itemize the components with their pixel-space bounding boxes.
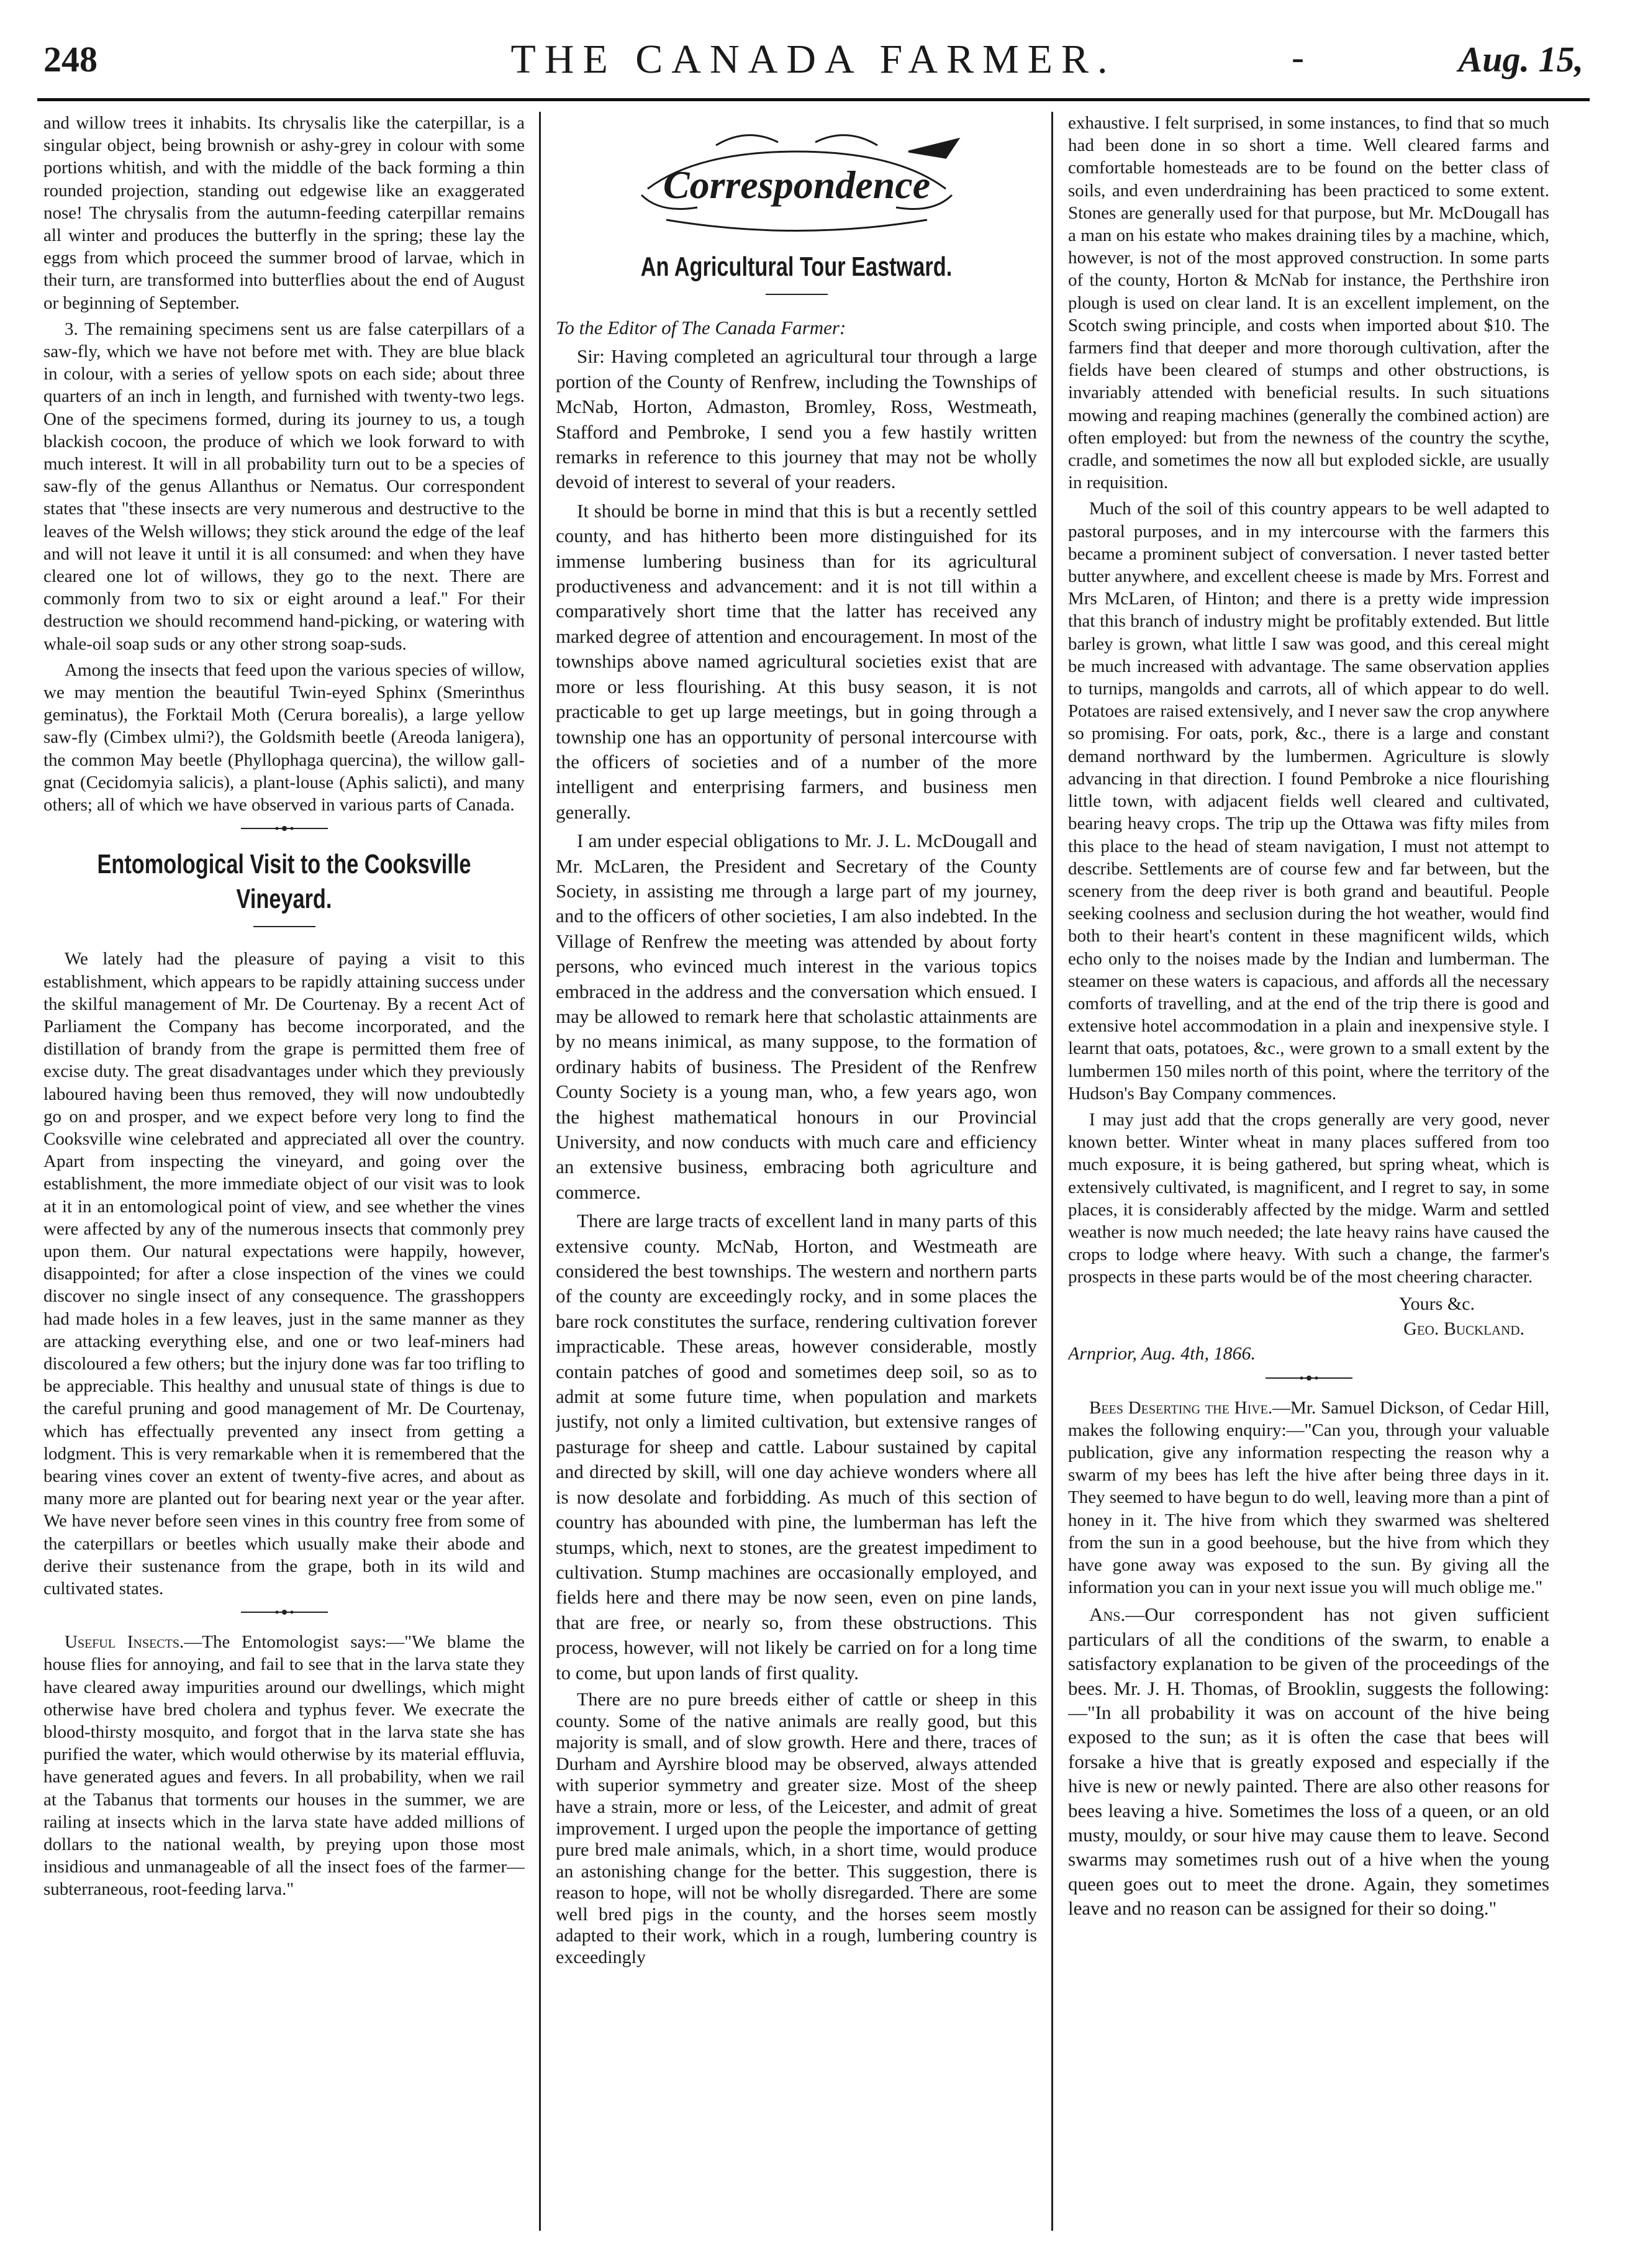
article-title-tour: An Agricultural Tour Eastward. <box>640 252 953 282</box>
title-rule <box>43 923 525 940</box>
paragraph: Much of the soil of this country appears to be well adapted to pastoral purposes, and in my intercourse with the farmers this became a prominent subject of conversation. I never tasted better butter anywhere, and excellent cheese is made by Mrs. Forrest and Mrs McLaren, of Hinton; and there is a pretty wide impression that this branch of industry might be profitably extended. But little barley is grown, what little I saw was good, and this cereal might be much increased with advantage. The same observation applies to turnips, mangolds and carrots, all of which appear to do well. Potatoes are raised extensively, and I never saw the crop anywhere so promising. For oats, pork, &c., there is a large and constant demand northward by the lumbermen. Agriculture is slowly advancing in that direction. I found Pembroke a nice flourishing little town, with adjacent fields well cleared and cultivated, bearing heavy crops. The trip up the Ottawa was fifty miles from this place to the head of steam navigation, I must not attempt to describe. Settlements are of course few and far between, but the scenery from the deep river is both grand and beautiful. People seeking coolness and seclusion during the hot weather, would find both to their heart's content in these magnificent wilds, which echo only to the noises made by the Indian and lumberman. The steamer on these waters is capacious, and affords all the necessary comforts of travelling, and at the end of the trip there is good and extensive hotel accommodation in a plain and inexpensive style. I learnt that oats, potatoes, &c., were grown to a small extent by the lumbermen 150 miles north of this point, where the territory of the Hudson's Bay Company commences. <box>1068 499 1549 1104</box>
paragraph-lead: Ans. <box>1089 1603 1126 1626</box>
paragraph-lead: Bees Deserting the Hive. <box>1089 1397 1273 1418</box>
paragraph-body: —Mr. Samuel Dickson, of Cedar Hill, makes the following enquiry:—"Can you, through your valuable publication, give any information respecting the reason why a swarm of my bees has left the hive after being three days in it. They seemed to have begun to do well, leaving more than a pint of honey in it. The hive from which they swarmed was sheltered from the sun in a good beehouse, but the hive from which they have gone away was exposed to the sun. By giving all the information you can in your next issue you will much oblige me." <box>1068 1397 1549 1598</box>
paragraph: and willow trees it inhabits. Its chrysalis like the caterpillar, is a singular object, being brownish or ashy-grey in colour with some portions whitish, and with the middle of the back forming a thin rounded projection, standing out edgewise like an exaggerated nose! The chrysalis from the autumn-feeding caterpillar remains all winter and produces the butterfly in the spring; these lay the eggs from which proceed the summer brood of larvae, which in their turn, are transformed into butterflies about the end of August or beginning of September. <box>43 113 525 313</box>
article-title-vineyard: Entomological Visit to the Cooksville Vineyard. <box>97 849 471 915</box>
column-divider <box>1051 112 1053 2231</box>
salutation: To the Editor of The Canada Farmer: <box>556 317 846 338</box>
useful-insects-paragraph <box>43 1631 525 1900</box>
column-2 <box>556 112 1037 2231</box>
section-ornament <box>43 1606 525 1623</box>
issue-date: Aug. 15, <box>1458 39 1583 79</box>
paragraph: Sir: Having completed an agricultural tour through a large portion of the County of Renfrew, including the Townships of McNab, Horton, Admaston, Bromley, Ross, Westmeath, Stafford and Pembroke, I send you a few hastily written remarks in reference to this journey that may not be wholly devoid of interest to several of your readers. <box>556 345 1037 493</box>
paragraph-body: —Our correspondent has not given sufficient particulars of all the conditions of the swarm, to enable a satisfactory explanation to be given of the proceedings of the bees. Mr. J. H. Thomas, of Brooklin, suggests the following:—"In all probability it was on account of the hive being exposed to the sun; as it is often the case that bees will forsake a hive that is greatly exposed and especially if the hive is new or newly painted. There are also other reasons for bees leaving a hive. Sometimes the loss of a queen, or an old musty, mouldy, or sour hive may cause them to leave. Second swarms may sometimes rush out of a hive when the young queen goes out to meet the drone. Again, they sometimes leave and no reason can be assigned for their so doing." <box>1068 1603 1549 1920</box>
newspaper-title: THE CANADA FARMER. <box>510 37 1116 82</box>
paragraph: We lately had the pleasure of paying a visit to this establishment, which appears to be rapidly attaining success under the skilful management of Mr. De Courtenay. By a recent Act of Parliament the Company has become incorporated, and the distillation of brandy from the grape is permitted them free of excise duty. The great disadvantages under which they previously laboured having been thus removed, they will now undoubtedly go on and prosper, and we expect before very long to find the Cooksville wine celebrated and appreciated all over the country. Apart from inspecting the vineyard, and going over the establishment, the more immediate object of our visit was to look at it in an entomological point of view, and see whether the vines were affected by any of the numerous insects that commonly prey upon them. Our natural expectations were happily, however, disappointed; for after a close inspection of the vines we could discover no single insect of any consequence. The grasshoppers had made holes in a few leaves, just in the same manner as they are attacking everything else, and one or two leaf-miners had discoloured a few others; but the injury done was far too trifling to be appreciable. This healthy and unusual state of things is due to the careful pruning and good management of Mr. De Courtenay, which has effectually prevented any insect from getting a lodgment. This is very remarkable when it is remembered that the bearing vines cover an extent of twenty-five acres, and about as many more are planted out for bearing next year or the year after. We have never before seen vines in this country free from some of the caterpillars or beetles which usually make their abode and derive their sustenance from the grape, both in its wild and cultivated states. <box>43 949 525 1599</box>
paragraph: exhaustive. I felt surprised, in some instances, to find that so much had been done in so short a time. Well cleared farms and comfortable homesteads are to be found on the better class of soils, and even underdraining has been practiced to some extent. Stones are generally used for that purpose, but Mr. McDougall has a man on his estate who makes draining tiles by a machine, which, however, is not of the most approved construction. In some parts of the county, Horton & McNab for instance, the Perthshire iron plough is used on clear land. It is an excellent implement, on the Scotch swing principle, and costs when imported about $10. The farmers find that deeper and more thorough cultivation, after the fields have been cleared of stumps and other obstructions, is invariably attended with beneficial results. In such situations mowing and reaping machines (generally the combined action) are often employed: but from the newness of the country the scythe, cradle, and sometimes the now all but exploded sickle, are usually in requisition. <box>1068 113 1549 493</box>
section-ornament <box>1068 1372 1549 1389</box>
closing: Yours &c. <box>1399 1293 1475 1314</box>
correspondence-banner <box>623 114 971 245</box>
banner-text: Correspondence <box>663 163 930 207</box>
paragraph: There are no pure breeds either of cattle or sheep in this county. Some of the native animals are really good, but this majority is small, and of slow growth. Here and there, traces of Durham and Ayrshire blood may be observed, always attended with superior symmetry and greater size. Most of the sheep have a strain, more or less, of the Leicester, and admit of great improvement. I urged upon the people the importance of getting pure bred male animals, which, in a short time, would produce an astonishing change for the better. This suggestion, there is reason to hope, will not be wholly disregarded. There are some well bred pigs in the county, and the horses seem mostly adapted to their work, which in a rough, lumbering country is exceedingly <box>556 1689 1037 1968</box>
paragraph: 3. The remaining specimens sent us are false caterpillars of a saw-fly, which we have not before met with. They are blue black in colour, with a series of yellow spots on each side; about three quarters of an inch in length, and furnished with twenty-two legs. One of the specimens formed, during its journey to us, a tough blackish cocoon, the produce of which we look forward to with much interest. It will in all probability turn out to be a species of saw-fly of the genus Allanthus or Nematus. Our correspondent states that "these insects are very numerous and destructive to the leaves of the Welsh willows; they stick around the edge of the leaf and will not leave it until it is all consumed: and when they have cleared one lot of willows, they go to the next. There are commonly from two to six or eight around a leaf." For their destruction we should recommend hand-picking, or watering with whale-oil soap suds or any other strong soap-suds. <box>43 319 525 654</box>
masthead <box>37 25 1590 99</box>
paragraph: I am under especial obligations to Mr. J. L. McDougall and Mr. McLaren, the President and Secretary of the County Society, in assisting me through a large part of my journey, and to the officers of other societies, I am also indebted. In the Village of Renfrew the meeting was attended by about forty persons, who evinced much interest in the various topics embraced in the address and the conversation which ensued. I may be allowed to remark here that scholastic attainments are by no means inimical, as many suppose, to the formation of ordinary habits of business. The President of the Renfrew County Society is a young man, who, a few years ago, won the highest mathematical honours in our Provincial University, and now conducts with much care and efficiency an extensive business, embracing both agriculture and commerce. <box>556 830 1037 1203</box>
column-divider <box>539 112 541 2231</box>
paragraph: There are large tracts of excellent land in many parts of this extensive county. McNab, Horton, and Westmeath are considered the best townships. The western and northern parts of the county are exceedingly rocky, and in some places the bare rock constitutes the surface, rendering cultivation forever impracticable. These areas, however considerable, mostly contain patches of good and sometimes deep soil, so as to admit at some future time, when population and markets justify, not only a limited cultivation, but extensive ranges of pasturage for sheep and cattle. Labour sustained by capital and directed by skill, will one day achieve wonders where all is now desolate and forbidding. As much of this section of country has abounded with pine, the lumberman has left the stumps, which, next to stones, are the greatest impediment to cultivation. Stump machines are occasionally employed, and fields here and there may be now seen, even on pine lands, that are free, or nearly so, from these obstructions. This process, however, will not likely be carried on for a long time to come, but upon lands of first quality. <box>556 1210 1037 1684</box>
header-rule <box>37 98 1590 101</box>
title-rule <box>556 291 1037 308</box>
column-3 <box>1068 112 1549 2231</box>
paragraph-body: —The Entomologist says:—"We blame the house flies for annoying, and fail to see that in the larva state they have cleared away impurities around our dwellings, which might otherwise have bred cholera and typhus fever. We execrate the blood-thirsty mosquito, and forgot that in the larva state she has purified the water, which would otherwise by its material effluvia, have generated agues and fevers. In all probability, when we rail at the Tabanus that torments our houses in the summer, we are railing at insects which in the larva state have added millions of dollars to the national wealth, by preying upon those most insidious and unmanageable of all the insect foes of the farmer—subterraneous, root-feeding larva." <box>43 1632 525 1900</box>
paragraph: I may just add that the crops generally are very good, never known better. Winter wheat in many places suffered from too much exposure, it is being gathered, but spring wheat, which is extensively cultivated, is magnificent, and I regret to say, in some places, it is considerably affected by the midge. Warm and settled weather is now much needed; the late heavy rains have caused the crops to lodge where heavy. With such a change, the farmer's prospects in these parts would be of the most cheering character. <box>1068 1109 1549 1287</box>
paragraph: It should be borne in mind that this is but a recently settled county, and has hitherto been more distinguished for its immense lumbering business than for its agricultural productiveness and advancement: and it is not till within a comparatively short time that the latter has received any marked degree of attention and encouragement. In most of the townships above named agricultural societies exist that are more or less flourishing. At this busy season, it is not practicable to get up large meetings, but in going through a township one has an opportunity of personal intercourse with the officers of societies and of a number of the more intelligent and enterprising farmers, and business men generally. <box>556 499 1037 823</box>
answer-paragraph <box>1068 1602 1549 1920</box>
section-ornament <box>43 822 525 840</box>
page-number: 248 <box>43 39 97 79</box>
paragraph: Among the insects that feed upon the various species of willow, we may mention the beautiful Twin-eyed Sphinx (Smerinthus geminatus), the Forktail Moth (Cerura borealis), a large yellow saw-fly (Cimbex ulmi?), the Goldsmith beetle (Areoda lanigera), the common May beetle (Phyllophaga quercina), the willow gall-gnat (Cecidomyia salicis), a plant-louse (Aphis salicti), and many others; all of which we have observed in various parts of Canada. <box>43 660 525 815</box>
place-date: Arnprior, Aug. 4th, 1866. <box>1068 1343 1256 1364</box>
bees-paragraph <box>1068 1397 1549 1599</box>
paragraph-lead: Useful Insects. <box>65 1632 184 1653</box>
masthead-separator: - <box>1292 37 1304 78</box>
signature: Geo. Buckland. <box>1403 1318 1524 1339</box>
column-1 <box>43 112 525 2231</box>
